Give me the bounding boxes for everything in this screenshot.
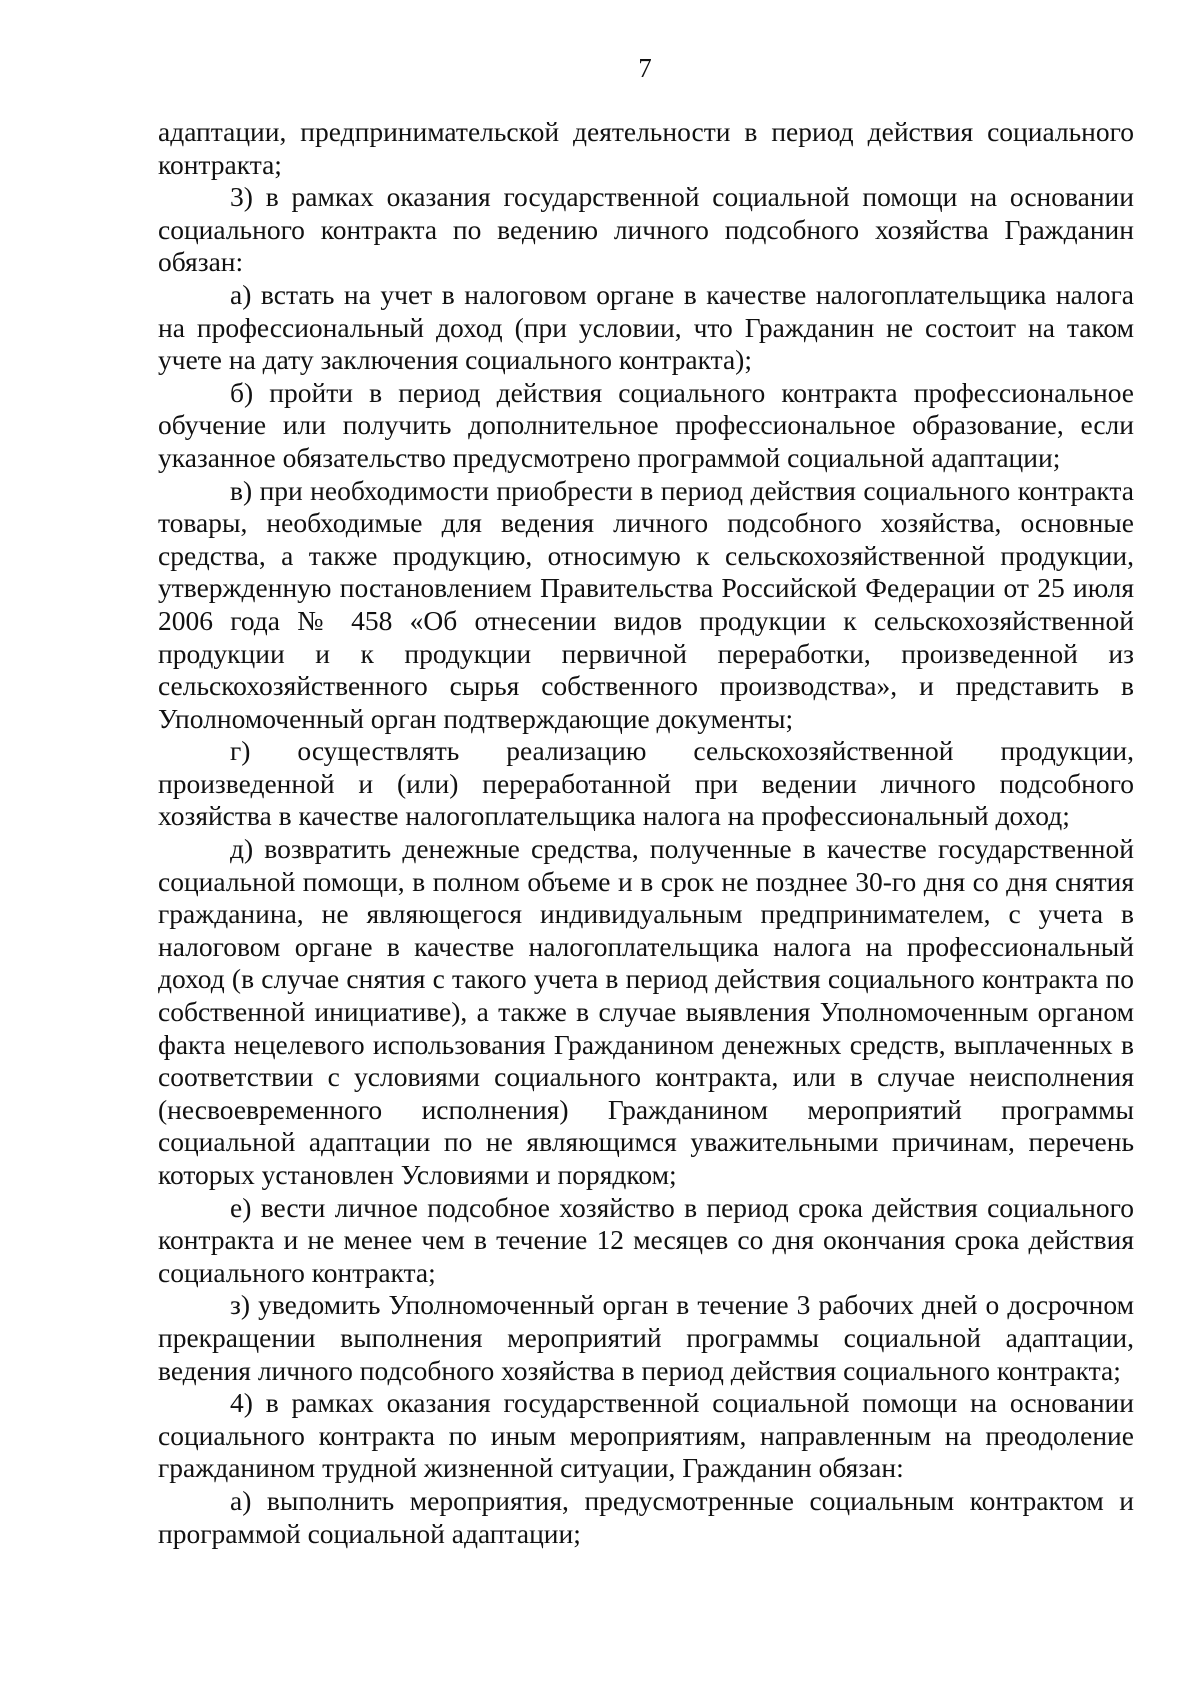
page-number: 7 [638, 53, 652, 83]
paragraph-subitem-a-item-4: а) выполнить мероприятия, предусмотренные социальным контрактом и программой социальной адаптации; [158, 1484, 1134, 1549]
paragraph-subitem-v: в) при необходимости приобрести в период действия социального контракта товары, необходимые для ведения личного подсобного хозяйства, основные средства, а также продукцию, относимую к сельскохозяйственной продукции, утвержденную постановлением Правительства Российской Федерации от 25 июля 2006 года № 458 «Об отнесении видов продукции к сельскохозяйственной продукции и к продукции первичной переработки, произведенной из сельскохозяйственного сырья собственного производства», и представить в Уполномоченный орган подтверждающие документы; [158, 474, 1134, 734]
paragraph-subitem-z: з) уведомить Уполномоченный орган в течение 3 рабочих дней о досрочном прекращении выполнения мероприятий программы социальной адаптации, ведения личного подсобного хозяйства в период действия социального контракта; [158, 1289, 1134, 1386]
paragraph-continuation: адаптации, предпринимательской деятельности в период действия социального контракта; [158, 116, 1134, 180]
paragraph-subitem-a: а) встать на учет в налоговом органе в качестве налогоплательщика налога на профессиональный доход (при условии, что Гражданин не состоит на таком учете на дату заключения социального контракта); [158, 278, 1134, 376]
paragraph-item-4: 4) в рамках оказания государственной социальной помощи на основании социального контракта по иным мероприятиям, направленным на преодоление гражданином трудной жизненной ситуации, Гражданин обязан: [158, 1387, 1134, 1484]
paragraph-item-3: 3) в рамках оказания государственной социальной помощи на основании социального контракта по ведению личного подсобного хозяйства Гражданин обязан: [158, 181, 1134, 278]
paragraph-subitem-g: г) осуществлять реализацию сельскохозяйственной продукции, произведенной и (или) переработанной при ведении личного подсобного хозяйства в качестве налогоплательщика налога на профессиональный доход; [158, 735, 1134, 832]
paragraph-subitem-d: д) возвратить денежные средства, полученные в качестве государственной социальной помощи, в полном объеме и в срок не позднее 30-го дня со дня снятия гражданина, не являющегося индивидуальным предпринимателем, с учета в налоговом органе в качестве налогоплательщика налога на профессиональный доход (в случае снятия с такого учета в период действия социального контракта по собственной инициативе), а также в случае выявления Уполномоченным органом факта нецелевого использования Гражданином денежных средств, выплаченных в соответствии с условиями социального контракта, или в случае неисполнения (несвоевременного исполнения) Гражданином мероприятий программы социальной адаптации по не являющимся уважительными причинам, перечень которых установлен Условиями и порядком; [158, 833, 1134, 1190]
paragraph-subitem-e: е) вести личное подсобное хозяйство в период срока действия социального контракта и не менее чем в течение 12 месяцев со дня окончания срока действия социального контракта; [158, 1191, 1134, 1288]
document-body [158, 116, 1134, 1550]
paragraph-subitem-b: б) пройти в период действия социального контракта профессиональное обучение или получить дополнительное профессиональное образование, если указанное обязательство предусмотрено программой социальной адаптации; [158, 376, 1134, 473]
